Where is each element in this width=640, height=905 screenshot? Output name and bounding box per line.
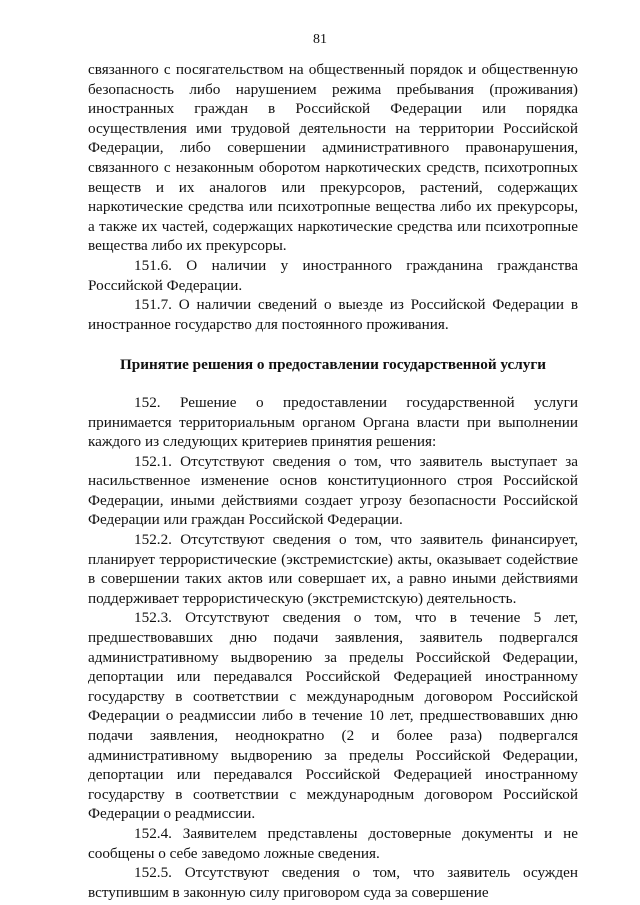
- paragraph-152-4: 152.4. Заявителем представлены достоверные документы и не сообщены о себе заведомо ложные сведения.: [88, 824, 578, 862]
- section-heading: Принятие решения о предоставлении государственной услуги: [119, 356, 547, 374]
- document-body: [88, 60, 578, 902]
- paragraph-151-7: 151.7. О наличии сведений о выезде из Российской Федерации в иностранное государство для постоянного проживания.: [88, 296, 578, 333]
- paragraph-continuation: связанного с посягательством на общественный порядок и общественную безопасность либо нарушением режима пребывания (проживания) иностранных граждан в Российской Федерации или порядка осуществления ими трудовой деятельности на территории Российской Федерации, либо совершении административного правонарушения, связанного с незаконным оборотом наркотических средств, психотропных веществ и их аналогов или прекурсоров, растений, содержащих наркотические средства или психотропные вещества либо их прекурсоры, а также их частей, содержащих наркотические средства или психотропные вещества либо их прекурсоры.: [88, 61, 578, 255]
- paragraph-152: 152. Решение о предоставлении государственной услуги принимается территориальным органом Органа власти при выполнении каждого из следующих критериев принятия решения:: [88, 393, 578, 451]
- paragraph-152-2: 152.2. Отсутствуют сведения о том, что заявитель финансирует, планирует террористические (экстремистские) акты, оказывает содействие в совершении таких актов или совершает их, а равно иными действиями поддерживает террористическую (экстремистскую) деятельность.: [88, 531, 578, 607]
- page-number: 81: [313, 32, 327, 47]
- paragraph-152-1: 152.1. Отсутствуют сведения о том, что заявитель выступает за насильственное изменение основ конституционного строя Российской Федерации, иными действиями создает угрозу безопасности Российской Федерации или граждан Российской Федерации.: [88, 452, 578, 529]
- paragraph-152-5: 152.5. Отсутствуют сведения о том, что заявитель осужден вступившим в законную силу приговором суда за совершение: [88, 864, 578, 901]
- paragraph-151-6: 151.6. О наличии у иностранного гражданина гражданства Российской Федерации.: [88, 256, 578, 294]
- paragraph-152-3: 152.3. Отсутствуют сведения о том, что в течение 5 лет, предшествовавших дню подачи заявления, заявитель подвергался административному выдворению за пределы Российской Федерации, депортации или передавался Российской Федерацией иностранному государству в соответствии с международным договором Российской Федерации о реадмиссии либо в течение 10 лет, предшествовавших дню подачи заявления, неоднократно (2 и более раза) подвергался административному выдворению за пределы Российской Федерации, депортации или передавался Российской Федерацией иностранному государству в соответствии с международным договором Российской Федерации о реадмиссии.: [88, 609, 578, 823]
